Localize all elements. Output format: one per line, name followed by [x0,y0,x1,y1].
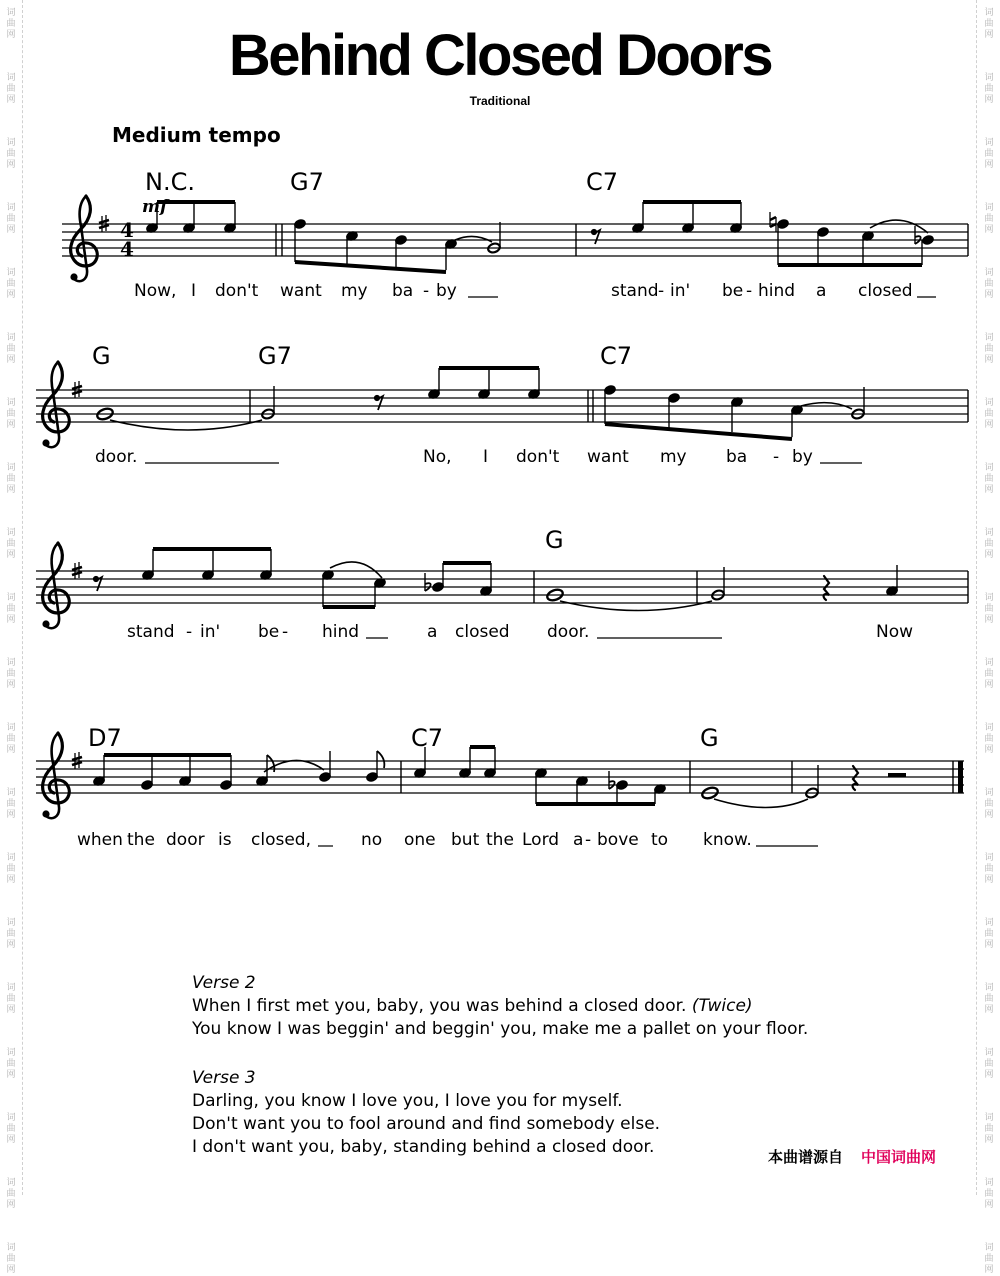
edge-watermark-text: 词 曲 网 [984,73,994,105]
edge-watermark-text: 词 曲 网 [984,853,994,885]
lyric-syllable: Now, [134,281,177,301]
lyric-syllable: be [722,281,744,301]
lyric-syllable: don't [215,281,259,301]
chord-symbol: C7 [600,342,633,370]
lyric-syllable: a [816,281,827,301]
chord-symbol: G7 [290,168,324,196]
chord-symbol: D7 [88,724,122,752]
staff-system-2 [36,390,968,422]
lyric-syllable: stand [611,281,659,301]
edge-watermark-text: 词 曲 网 [6,463,16,495]
lyric-syllable: closed [858,281,913,301]
edge-watermark-text: 词 曲 网 [984,658,994,690]
lyric-syllable: closed [455,622,510,642]
edge-watermark-text: 词 曲 网 [984,203,994,235]
edge-watermark-text: 词 曲 网 [984,1048,994,1080]
lyric-syllable: but [451,830,480,850]
dynamic-marking: mf [142,197,168,217]
edge-watermark-text: 词 曲 网 [984,138,994,170]
lyrics-system-1 [134,281,936,301]
lyric-syllable: is [218,830,232,850]
lyric-syllable: my [660,447,687,467]
lyric-syllable: when [77,830,123,850]
chord-symbol: N.C. [145,168,195,196]
lyric-syllable: Now [876,622,914,642]
source-label: 本曲谱源自 [768,1148,844,1166]
lyrics-system-2 [95,447,862,467]
lyric-syllable: - [423,281,430,301]
chord-symbol: C7 [586,168,619,196]
lyric-syllable: bove [597,830,639,850]
edge-watermark-text: 词 曲 网 [6,723,16,755]
lyric-syllable: a [573,830,584,850]
verse-line-note: (Twice) [691,996,753,1016]
edge-watermark-text: 词 曲 网 [6,593,16,625]
edge-watermark-text: 词 曲 网 [984,398,994,430]
lyric-syllable: know. [703,830,752,850]
lyric-syllable: hind [758,281,796,301]
time-signature-bottom: 4 [120,237,134,261]
verse-line: Don't want you to fool around and find somebody else. [192,1114,661,1134]
edge-watermark-text: 词 曲 网 [984,8,994,40]
edge-watermark-text: 词 曲 网 [984,593,994,625]
verse-line [192,995,892,1018]
lyric-syllable: I [483,447,489,467]
treble-clef-icon [42,733,69,818]
lyric-syllable: ba [392,281,414,301]
verse-heading: Verse 3 [192,1068,256,1088]
edge-watermark-text: 词 曲 网 [984,528,994,560]
lyric-syllable: door. [95,447,138,467]
lyric-syllable: in' [200,622,221,642]
edge-watermark-text: 词 曲 网 [984,918,994,950]
edge-watermark-text: 词 曲 网 [6,333,16,365]
lyric-syllable: to [651,830,669,850]
lyric-syllable: the [127,830,155,850]
lyric-syllable: - [186,622,193,642]
edge-watermark-text: 词 曲 网 [984,1243,994,1275]
edge-watermark-text: 词 曲 网 [6,8,16,40]
edge-watermark-text: 词 曲 网 [984,983,994,1015]
staff-system-4 [36,761,964,793]
verse-line: I don't want you, baby, standing behind a closed door. [192,1137,655,1157]
tempo-marking: Medium tempo [112,123,281,147]
composer-credit: Traditional [469,94,531,108]
chord-symbol: C7 [411,724,444,752]
source-credit [768,1146,936,1167]
lyrics-system-3 [127,622,913,642]
edge-watermark-text: 词 曲 网 [984,1113,994,1145]
lyric-syllable: stand [127,622,175,642]
lyric-syllable: - [585,830,592,850]
lyric-syllable: - [282,622,289,642]
lyric-syllable: - [746,281,753,301]
lyric-syllable: don't [516,447,560,467]
lyric-syllable: the [486,830,514,850]
lyric-syllable: closed, [251,830,311,850]
edge-watermark-text: 词 曲 网 [984,723,994,755]
chord-symbol: G [545,526,564,554]
chord-symbol: G7 [258,342,292,370]
staff-system-3 [36,571,968,603]
verse-line: Darling, you know I love you, I love you for myself. [192,1091,623,1111]
lyric-syllable: in' [670,281,691,301]
lyric-syllable: want [587,447,629,467]
edge-watermark-text: 词 曲 网 [984,788,994,820]
staff-system-1 [62,224,968,256]
edge-watermark-text: 词 曲 网 [6,658,16,690]
treble-clef-icon [42,543,69,628]
notes-system-3 [93,549,968,611]
edge-watermark-text: 词 曲 网 [6,1048,16,1080]
notes-system-2 [96,368,968,439]
verse-line: You know I was beggin' and beggin' you, make me a pallet on your floor. [192,1019,809,1039]
time-signature-top: 4 [120,218,134,242]
verse-2 [192,972,892,1041]
lyric-syllable: ba [726,447,748,467]
verse-line-text: When I first met you, baby, you was behind a closed door. [192,996,687,1016]
edge-watermark-text: 词 曲 网 [6,73,16,105]
chord-symbol: G [92,342,111,370]
lyric-syllable: be [258,622,280,642]
edge-watermark-text: 词 曲 网 [6,268,16,300]
treble-clef-icon [42,362,69,447]
edge-watermark-text: 词 曲 网 [984,463,994,495]
edge-watermark-text: 词 曲 网 [6,1113,16,1145]
chord-symbol: G [700,724,719,752]
lyric-syllable: Lord [522,830,560,850]
source-brand-link[interactable]: 中国词曲网 [861,1148,937,1166]
edge-watermark-text: 词 曲 网 [6,1178,16,1210]
edge-watermark-text: 词 曲 网 [984,268,994,300]
treble-clef-icon [70,196,97,281]
lyric-syllable: - [658,281,665,301]
notes-system-1 [145,202,968,272]
lyric-syllable: I [191,281,197,301]
edge-watermark-text: 词 曲 网 [6,138,16,170]
edge-watermark-text: 词 曲 网 [6,1243,16,1275]
edge-watermark-text: 词 曲 网 [6,853,16,885]
lyric-syllable: - [773,447,780,467]
edge-watermark-text: 词 曲 网 [6,918,16,950]
lyric-syllable: No, [423,447,452,467]
edge-watermark-text: 词 曲 网 [984,1178,994,1210]
lyric-syllable: want [280,281,322,301]
edge-watermark-text: 词 曲 网 [984,333,994,365]
lyric-syllable: by [792,447,813,467]
lyric-syllable: door. [547,622,590,642]
edge-watermark-text: 词 曲 网 [6,788,16,820]
lyric-syllable: by [436,281,457,301]
edge-watermark-text: 词 曲 网 [6,398,16,430]
lyric-syllable: one [404,830,436,850]
lyrics-system-4 [77,830,818,850]
edge-watermark-text: 词 曲 网 [6,528,16,560]
song-title: Behind Closed Doors [228,23,772,88]
verse-heading: Verse 2 [192,973,256,993]
lyric-syllable: door [166,830,205,850]
lyric-syllable: hind [322,622,360,642]
lyric-syllable: a [427,622,438,642]
lyric-syllable: no [361,830,383,850]
lyric-syllable: my [341,281,368,301]
edge-watermark-text: 词 曲 网 [6,203,16,235]
edge-watermark-text: 词 曲 网 [6,983,16,1015]
